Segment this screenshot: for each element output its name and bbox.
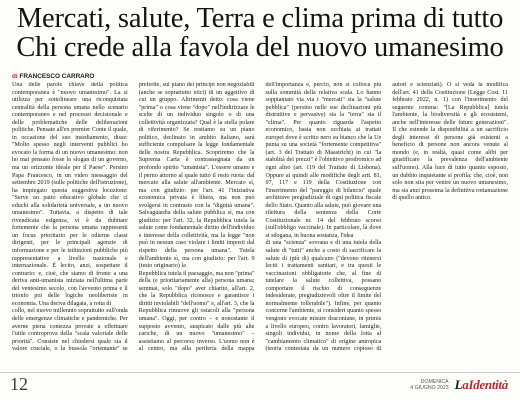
byline [12,73,94,80]
article-paragraph: Una delle parole chiave della politica contemporanea è "nuovo umanesimo". La si utilizza per sottolineare una riconquistata centralità della persona umana nello scenario contemporaneo e nel processo decisionale e delle problematiche delle deliberazioni politiche. Pensate all'ex premier Conte il quale, in occasione del suo insediamento, disse: "Molto spesso negli interventi pubblici ho evocato la forma di un nuovo umanesimo: non ho mai pensato fosse lo slogan di un governo, ma un orizzonte ideale per il Paese". Persino Papa Francesco, in un video messaggio del settembre 2019 (sulle politiche dell'istruzione), ha impiegato questa suggestiva locuzione: "Serve un patto educativo globale che ci educhi alla solidarietà universale, a un nuovo umanesimo". Tuttavia, a dispetto di tale rivendicata esigenza, vi è da dubitare fortemente che la persona umana rappresenti un focus prioritario per le odierne classi dirigenti, per le principali agenzie di informazione e per le istituzioni pubbliche più rappresentative a livello nazionale e internazionale. È lecito, anzi, sospettare il contrario: e, cioè, che siamo di fronte a una deriva anti-umanista iniziata nell'ultima parte del ventesimo secolo, con l'avvento prima e il trionfo poi delle logiche neoliberiste in economia. Una deriva dilagata, a rotta di [12,82,128,307]
article-paragraph: Repubblica tutela il paesaggio, ma non "prima" della (e prioritariamente alla) persona umana; semmai, solo "dopo" aver chiarito, all'art. 2, che la Repubblica riconosce e garantisce i diritti inviolabili "dell'uomo" e, all'art. 3, che la Repubblica rimuove gli ostacoli alla "persona umana". Oggi, per contro – e nonostante il supposto avvento, auspicato dalle più alte cariche, di un nuovo "umanesimo" – assistiamo al percorso inverso. L'uomo non è al centro, ma alla periferia della mappa dell'importanza e, perciò, non si colloca più sulla sommità della relativa scala. Lo hanno soppiantato via via i "mercati" sia la "salute pubblica" (persino nelle sue declinazioni più distruttive e pervasive) sia la "terra" sia il "clima". Per quanto riguarda l'aspetto economico, basta non occhiata ai trattati europei dove è scritto nero su bianco che la Ue punta su una società "fortemente competitiva" (art. 3 del Trattato di Maastricht) in cui "la stabilità dei prezzi" è l'obiettivo prodromico ad ogni altro (art. 119 del Trattato di Lisbona). Oppure ai quindi alle modifiche degli artt. 81, 97, 117 e 119 della Costituzione con l'inserimento del "pareggio di bilancio" quale architrave pregiudiziale di ogni politica fiscale dello Stato. Quanto alla salute, può giovare una rilettura della sentenza della Corte Costituzionale nr. 14 del febbraio scorso (sull'obbligo vaccinale). In particolare, là dove si sdogana, in buona sostanza, l'idea [138,82,382,353]
dateline-day: DOMENICA [420,379,449,385]
headline-line-1: Mercati, salute, Terra e clima prima di tutto [16,3,504,34]
article-paragraph: collo, nel nuovo millennio soprattutto sull'onda delle emergenze climatiche e pandemiche. Per averne piena contezza provate a effettuare l'utile controprova della "scala valoriale delle priorità". Consiste nel chiedersi quale sia il valore cruciale, o la bussola "orientante" se preferite, sul piano dei principi non negoziabili (anche se soprattutto etici) di un aggettivo di cui un gruppo. Altrimenti detto: cosa viene "prima" o cosa viene "dopo" nell'indirizzare le scelte di un individuo singolo o di una collettività organizzata? Qual è la stella polare di riferimento? Se restiamo su un piano politico, declinato in ambito italiano, sarà sufficiente compulsare la legge fondamentale delle nostra Repubblica. Scopriremo che la Suprema Carta è contrassegnata da un profondo spirito "umanista". L'essere umano e il perno attorno al quale tutto il resto ruota: dal mercato alla salute all'ambiente. Mercato sì, ma con giudizio: per l'art. 41 l'iniziativa economica privata è libera, ma non può svolgersi in contrasto con la "dignità umana". Salvaguardia della salute pubblica sì, ma con giudizio: per l'art. 32, la Repubblica tutela la salute come fondamentale diritto dell'individuo e interesse della collettività, ma la legge "non può in nessun caso violare i limiti imposti dal rispetto della persona umana". Tutela dell'ambiente sì, ma con giudizio: per l'art. 9 (testo originario) la [12,82,255,353]
headline-line-2: Chi crede alla favola del nuovo umanesimo [16,32,504,63]
article-paragraph: di una "scienza" sovrana e di una tutela della salute di "tutti" anche a costo di sacrificare la salute di (più di) qualcuno ("devono ritenersi leciti i trattamenti sanitari, e tra questi le vaccinazioni obbligatorie che, al fine di tutelare la salute collettiva, possano comportare il rischio di conseguenze indesiderate, pregiudizievoli oltre il limite del normalmente tollerabile"). Infine, per quanto concerne l'ambiente, si consideri quanto spesso vengono evocate misure draconiane, in primis a livello europeo, contro lavoratori, famiglie, singoli individui, in nome della lotta al "cambiamento climatico" di origine antropica (teoria contestata da un numero copioso di autori e scienziati). O si veda la modifica dell'art. 41 della Costituzione (Legge Cost. 11 febbraio 2022, n. 1) con l'inserimento del seguente comma: "[La Repubblica] tutela l'ambiente, la biodiversità e gli ecosistemi, anche nell'interesse delle future generazioni". Il che estende la disponibilità a un sacrificio degli interessi di persone già esistenti a beneficio di persone non ancora venute al mondo (e, in realtà, quasi come alibi per giustificare la prevalenza dell'ambiente sull'uomo). Alla luce di tutto quanto esposto, un dubbio inquietante si profila: che, cioè, non solo non stia per venire un nuovo umanesimo, ma sia anzi prossima la definitiva rottamazione di quello antico. [265,82,508,353]
byline-author: FRANCESCO CARRARO [19,73,95,80]
dateline-date: 4 GIUGNO 2023 [410,385,449,391]
footer-divider [0,372,520,373]
logo-name: aIdentità [462,377,508,392]
logo-letter: L [454,377,463,392]
headline [10,4,510,62]
page-number: 12 [10,374,28,394]
footer-masthead [410,377,508,393]
byline-prefix: di [12,73,18,80]
newspaper-logo [455,377,508,393]
dateline [410,379,448,391]
article-body [12,82,508,360]
